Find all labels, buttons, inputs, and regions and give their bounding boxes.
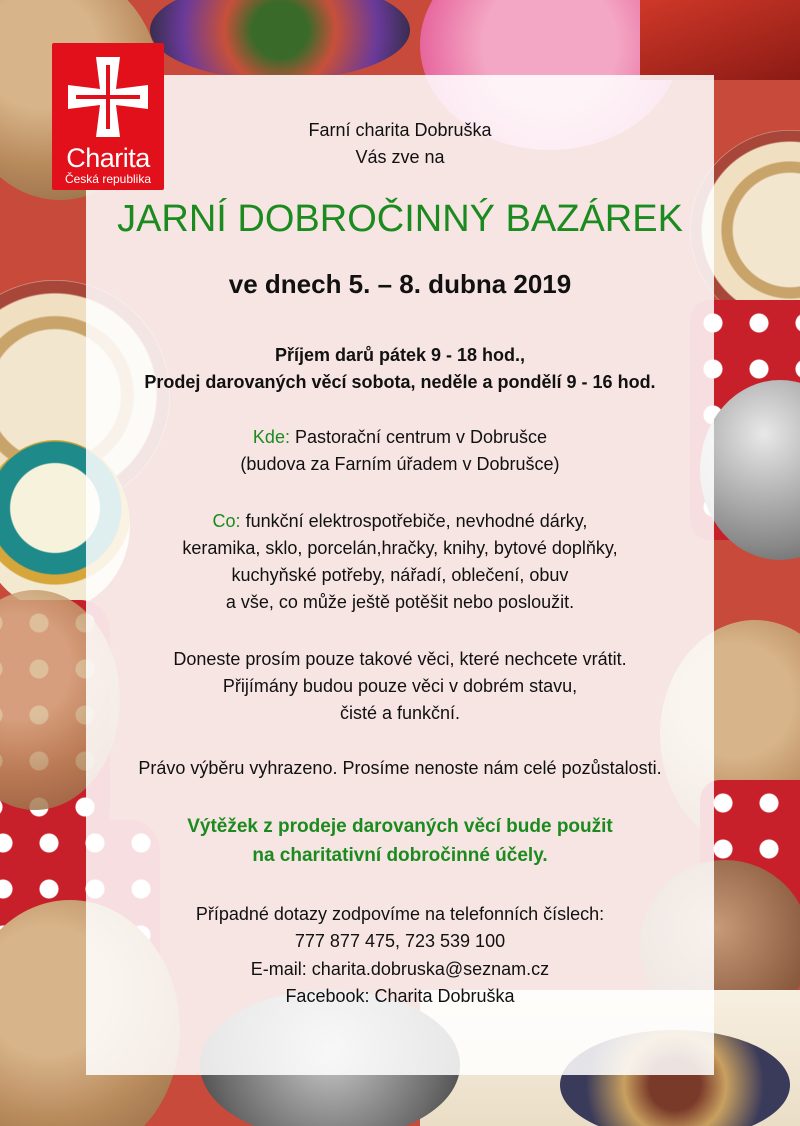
event-dates: ve dnech 5. – 8. dubna 2019 — [228, 269, 572, 299]
what-items-1: funkční elektrospotřebiče, nevhodné dárky, — [240, 511, 588, 531]
proceeds-line-2: na charitativní dobročinné účely. — [252, 845, 548, 866]
contact-email: E-mail: charita.dobruska@seznam.cz — [250, 959, 550, 979]
jewelry-image — [150, 0, 410, 80]
conditions-line-1: Doneste prosím pouze takové věci, které nechcete vrátit. — [173, 649, 627, 669]
where-line-2: (budova za Farním úřadem v Dobrušce) — [240, 454, 560, 474]
red-book-image — [640, 0, 800, 80]
contact-facebook: Facebook: Charita Dobruška — [285, 986, 515, 1006]
what-line-4: a vše, co může ještě potěšit nebo posloužit. — [225, 592, 575, 612]
event-title: JARNÍ DOBROČINNÝ BAZÁREK — [117, 198, 683, 240]
donation-schedule: Příjem darů pátek 9 - 18 hod., — [274, 345, 526, 365]
where-place: Pastorační centrum v Dobrušce — [289, 427, 548, 447]
reserved-notice: Právo výběru vyhrazeno. Prosíme nenoste nám celé pozůstalosti. — [138, 758, 662, 778]
contact-intro: Případné dotazy zodpovíme na telefonních číslech: — [195, 904, 605, 924]
where-label: Kde: — [252, 427, 290, 447]
what-label: Co: — [212, 511, 241, 531]
what-line-3: kuchyňské potřeby, nářadí, oblečení, obuv — [231, 565, 569, 585]
logo-name: Charita — [66, 143, 150, 173]
organizer-text: Farní charita Dobruška — [308, 120, 492, 140]
contact-phones: 777 877 475, 723 539 100 — [294, 931, 506, 951]
what-line-1 — [86, 508, 714, 535]
conditions-line-2: Přijímány budou pouze věci v dobrém stavu, — [222, 676, 578, 696]
what-line-2: keramika, sklo, porcelán,hračky, knihy, bytové doplňky, — [182, 538, 618, 558]
conditions-line-3: čisté a funkční. — [339, 703, 461, 723]
proceeds-line-1: Výtěžek z prodeje darovaných věcí bude použit — [187, 816, 613, 837]
where-line-1 — [86, 424, 714, 451]
logo-subtitle: Česká republika — [64, 172, 152, 186]
invite-text: Vás zve na — [355, 147, 445, 167]
sale-schedule: Prodej darovaných věcí sobota, neděle a pondělí 9 - 16 hod. — [144, 372, 656, 392]
